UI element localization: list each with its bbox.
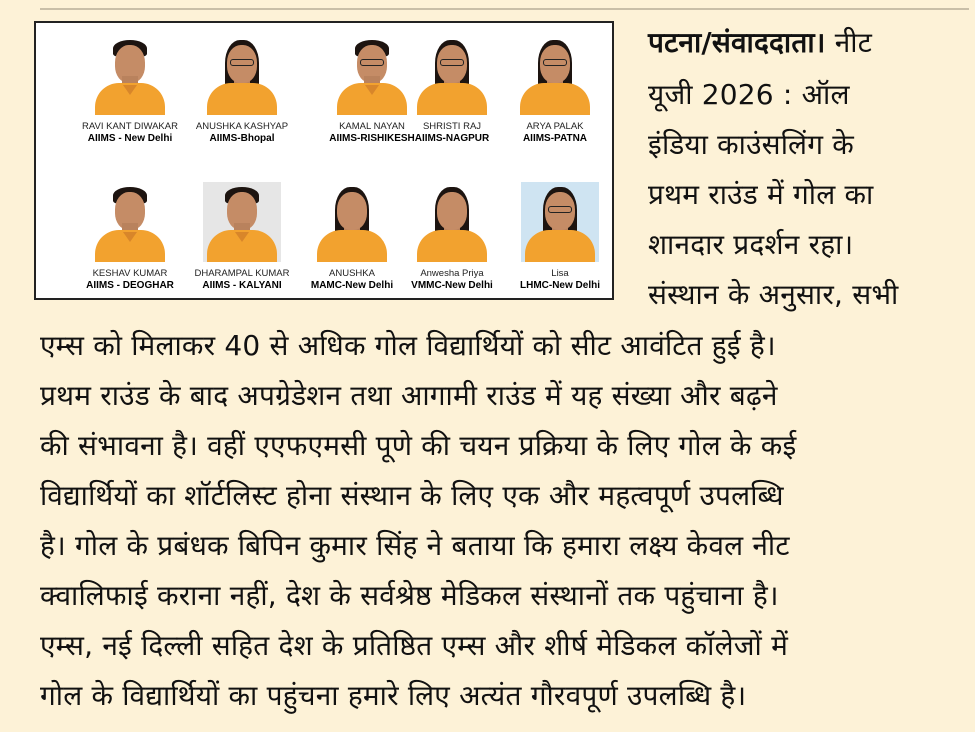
- student-institute: VMMC-New Delhi: [411, 280, 493, 291]
- student-name: ARYA PALAK: [526, 121, 584, 132]
- student-name: Lisa: [551, 268, 569, 279]
- article-line: गोल के विद्यार्थियों का पहुंचना हमारे लिए अत्यंत गौरवपूर्ण उपलब्धि है।: [40, 679, 747, 712]
- article-line: प्रथम राउंड में गोल का: [648, 178, 874, 211]
- article-line: शानदार प्रदर्शन रहा।: [648, 228, 854, 261]
- student-name: RAVI KANT DIWAKAR: [82, 121, 178, 132]
- article-line: संस्थान के अनुसार, सभी: [648, 278, 899, 311]
- student-name: SHRISTI RAJ: [422, 121, 482, 132]
- student-name: Anwesha Priya: [420, 268, 484, 279]
- article-line: प्रथम राउंड के बाद अपग्रेडेशन तथा आगामी राउंड में यह संख्या और बढ़ने: [40, 379, 778, 412]
- article-line-text: नीट: [825, 26, 873, 59]
- student-name: DHARAMPAL KUMAR: [194, 268, 290, 279]
- article-line: इंडिया काउंसलिंग के: [648, 128, 855, 161]
- article-line: क्वालिफाई कराना नहीं, देश के सर्वश्रेष्ठ मेडिकल संस्थानों तक पहुंचाना है।: [40, 579, 779, 612]
- article-line: विद्यार्थियों का शॉर्टलिस्ट होना संस्थान के लिए एक और महत्वपूर्ण उपलब्धि: [40, 479, 784, 512]
- article-line: एम्स, नई दिल्ली सहित देश के प्रतिष्ठित एम्स और शीर्ष मेडिकल कॉलेजों में: [40, 629, 789, 662]
- student-institute: AIIMS-RISHIKESH: [329, 133, 415, 144]
- student-institute: AIIMS - KALYANI: [202, 280, 282, 291]
- student-institute: AIIMS-Bhopal: [209, 133, 275, 144]
- student-institute: MAMC-New Delhi: [310, 280, 394, 291]
- student-institute: AIIMS-PATNA: [522, 133, 588, 144]
- student-name: ANUSHKA: [329, 268, 375, 279]
- article-line: यूजी 2026 : ऑल: [648, 78, 850, 111]
- student-institute: AIIMS - DEOGHAR: [86, 280, 174, 291]
- student-name: KESHAV KUMAR: [92, 268, 168, 279]
- student-institute: LHMC-New Delhi: [520, 280, 600, 291]
- article-line: है। गोल के प्रबंधक बिपिन कुमार सिंह ने बताया कि हमारा लक्ष्य केवल नीट: [40, 529, 790, 562]
- dateline: पटना/संवाददाता।: [648, 26, 826, 59]
- student-institute: AIIMS-NAGPUR: [414, 133, 490, 144]
- article-line: [648, 26, 944, 60]
- article-line: की संभावना है। वहीं एएफएमसी पूणे की चयन प्रक्रिया के लिए गोल के कई: [40, 429, 797, 462]
- student-name: ANUSHKA KASHYAP: [195, 121, 289, 132]
- student-name: KAMAL NAYAN: [339, 121, 405, 132]
- student-institute: AIIMS - New Delhi: [87, 133, 173, 144]
- article-line: एम्स को मिलाकर 40 से अधिक गोल विद्यार्थियों को सीट आवंटित हुई है।: [40, 329, 776, 362]
